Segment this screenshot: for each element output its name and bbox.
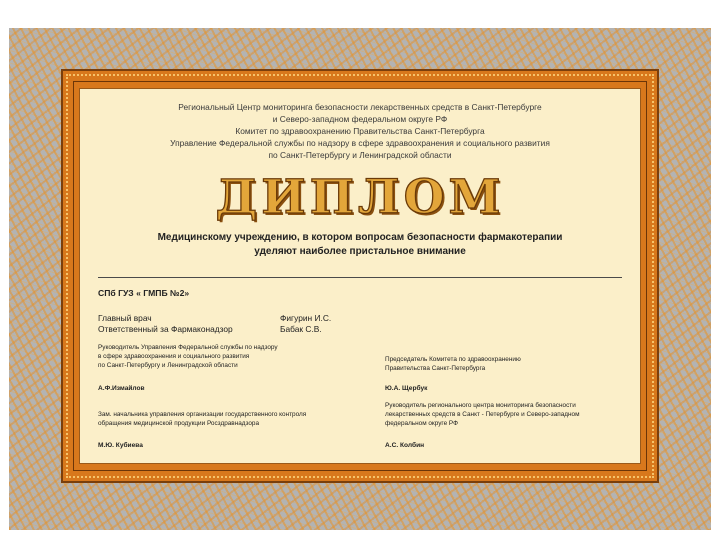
header-line: и Северо-западном федеральном округе РФ — [272, 114, 448, 124]
signatory-title-line: Руководитель Управления Федеральной службы по надзору — [98, 344, 278, 351]
header-line: Комитет по здравоохранению Правительства Санкт-Петербурга — [235, 126, 485, 136]
signatory-title — [98, 344, 278, 370]
signatory-title-line: обращения медицинской продукции Росздравнадзора — [98, 419, 260, 427]
signatory-title-line: Руководитель регионального центра мониторинга безопасности — [385, 402, 576, 409]
staff-role: Ответственный за Фармаконадзор — [98, 324, 233, 334]
certificate-paper — [79, 88, 641, 464]
staff-role: Главный врач — [98, 313, 152, 323]
diploma-subtitle — [80, 231, 640, 259]
signatory-title-line: по Санкт-Петербургу и Ленинградской области — [98, 361, 238, 369]
signatory-name: А.Ф.Измайлов — [98, 385, 145, 392]
signatory-name: Ю.А. Щербук — [385, 385, 428, 392]
certificate-frame — [61, 69, 659, 483]
header-line: по Санкт-Петербургу и Ленинградской области — [268, 150, 452, 160]
signatory-name: А.С. Колбин — [385, 442, 425, 449]
signatory-title — [385, 356, 521, 374]
signatory-name: М.Ю. Кубиева — [98, 442, 143, 449]
signatory-title-line: Правительства Санкт-Петербурга — [385, 364, 486, 372]
issuer-header — [80, 101, 640, 161]
diploma-title: ДИПЛОМ — [215, 170, 505, 225]
subtitle-line: уделяют наиболее пристальное внимание — [254, 246, 466, 257]
signatory-title-line: Председатель Комитета по здравоохранению — [385, 356, 521, 363]
staff-name: Бабак С.В. — [280, 324, 322, 334]
signatory-title-line: лекарственных средств в Санкт - Петербурге и Северо-западном — [385, 410, 580, 418]
header-line: Управление Федеральной службы по надзору в сфере здравоохранения и социального развития — [170, 138, 550, 148]
signatory-title — [98, 411, 306, 429]
staff-name: Фигурин И.С. — [280, 313, 332, 323]
organization-name: СПб ГУЗ « ГМПБ №2» — [98, 288, 190, 298]
signatory-title-line: федеральном округе РФ — [385, 419, 458, 427]
signatory-title-line: Зам. начальника управления организации государственного контроля — [98, 411, 307, 418]
signatory-title — [385, 402, 580, 428]
signatory-title-line: в сфере здравоохранения и социального развития — [98, 352, 250, 360]
subtitle-line: Медицинскому учреждению, в котором вопросам безопасности фармакотерапии — [157, 232, 563, 243]
header-line: Региональный Центр мониторинга безопасности лекарственных средств в Санкт-Петербурге — [178, 102, 542, 112]
divider-line — [98, 277, 622, 278]
